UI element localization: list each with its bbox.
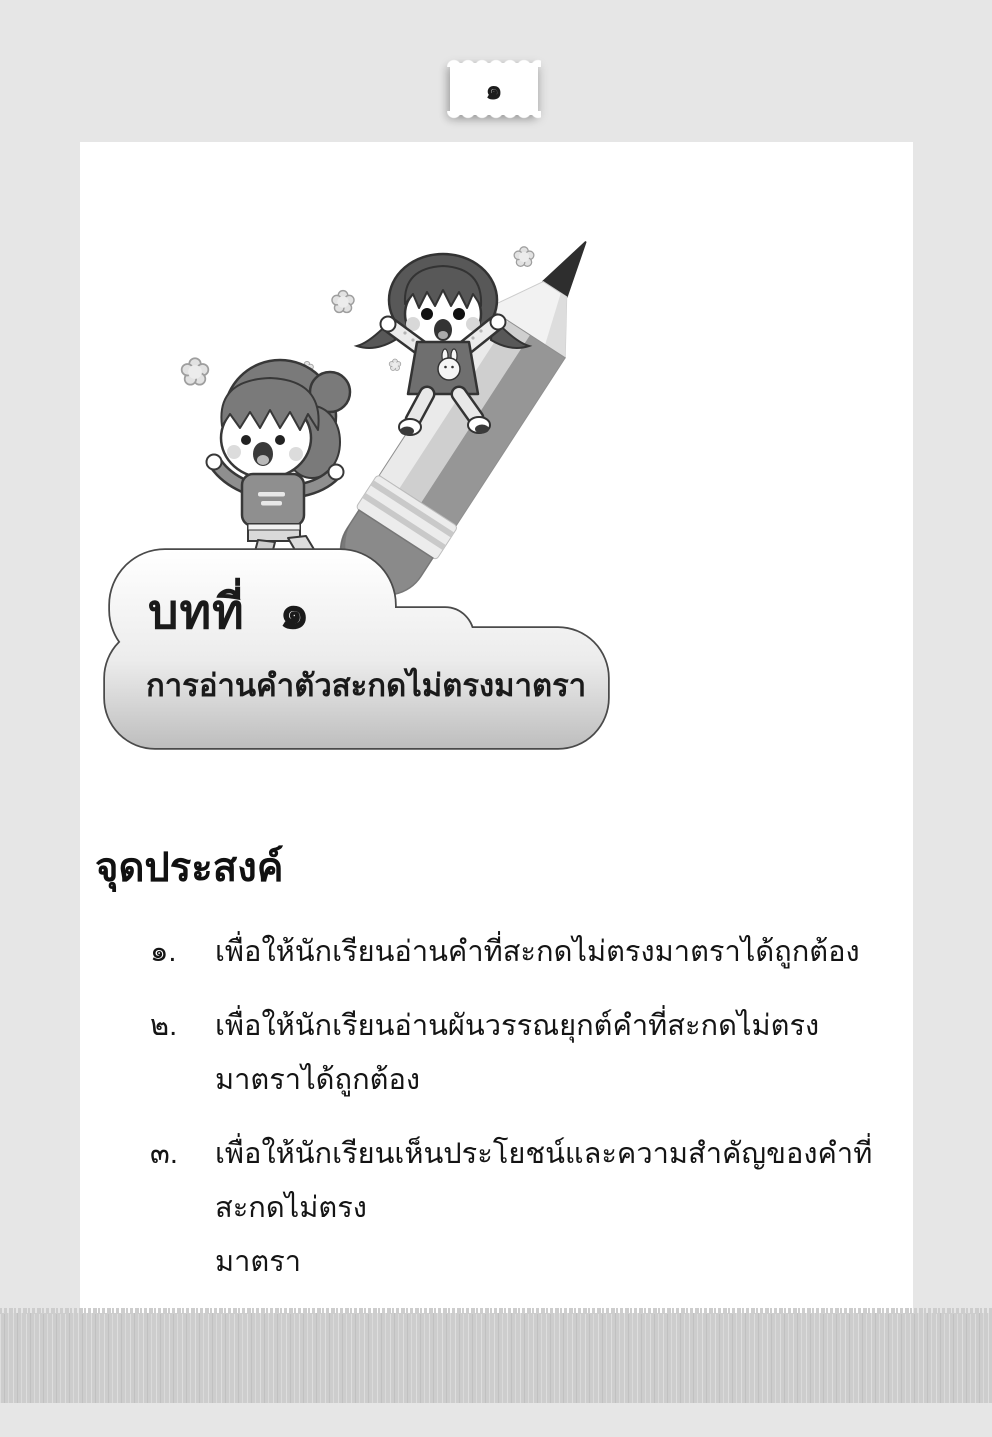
sparkle-icon bbox=[389, 359, 401, 371]
objective-item bbox=[95, 925, 895, 979]
objective-text: เพื่อให้นักเรียนอ่านคำที่สะกดไม่ตรงมาตราได้ถูกต้อง bbox=[215, 936, 860, 968]
sparkle-icon bbox=[514, 247, 534, 267]
objectives-heading: จุดประสงค์ bbox=[95, 846, 284, 890]
objective-item bbox=[95, 999, 895, 1107]
objective-number: ๓. bbox=[150, 1138, 178, 1170]
objective-text: เพื่อให้นักเรียนอ่านผันวรรณยุกต์คำที่สะกดไม่ตรงมาตราได้ถูกต้อง bbox=[215, 1010, 820, 1096]
page-number: ๑ bbox=[485, 74, 503, 105]
chapter-number: บทที่ ๑ bbox=[148, 586, 311, 639]
objective-number: ๑. bbox=[150, 936, 177, 968]
objective-item bbox=[95, 1127, 895, 1289]
page-bottom-texture bbox=[0, 1313, 992, 1403]
chapter-title: การอ่านคำตัวสะกดไม่ตรงมาตรา bbox=[146, 668, 587, 703]
sparkle-icon bbox=[182, 358, 209, 384]
page-number-tab bbox=[450, 63, 538, 115]
objective-text: เพื่อให้นักเรียนเห็นประโยชน์และความสำคัญของคำที่สะกดไม่ตรง มาตรา bbox=[215, 1138, 873, 1278]
chapter-title-bubble bbox=[100, 542, 615, 754]
objective-number: ๒. bbox=[150, 1010, 178, 1042]
content-card bbox=[80, 142, 913, 1313]
sparkle-icon bbox=[332, 291, 354, 313]
